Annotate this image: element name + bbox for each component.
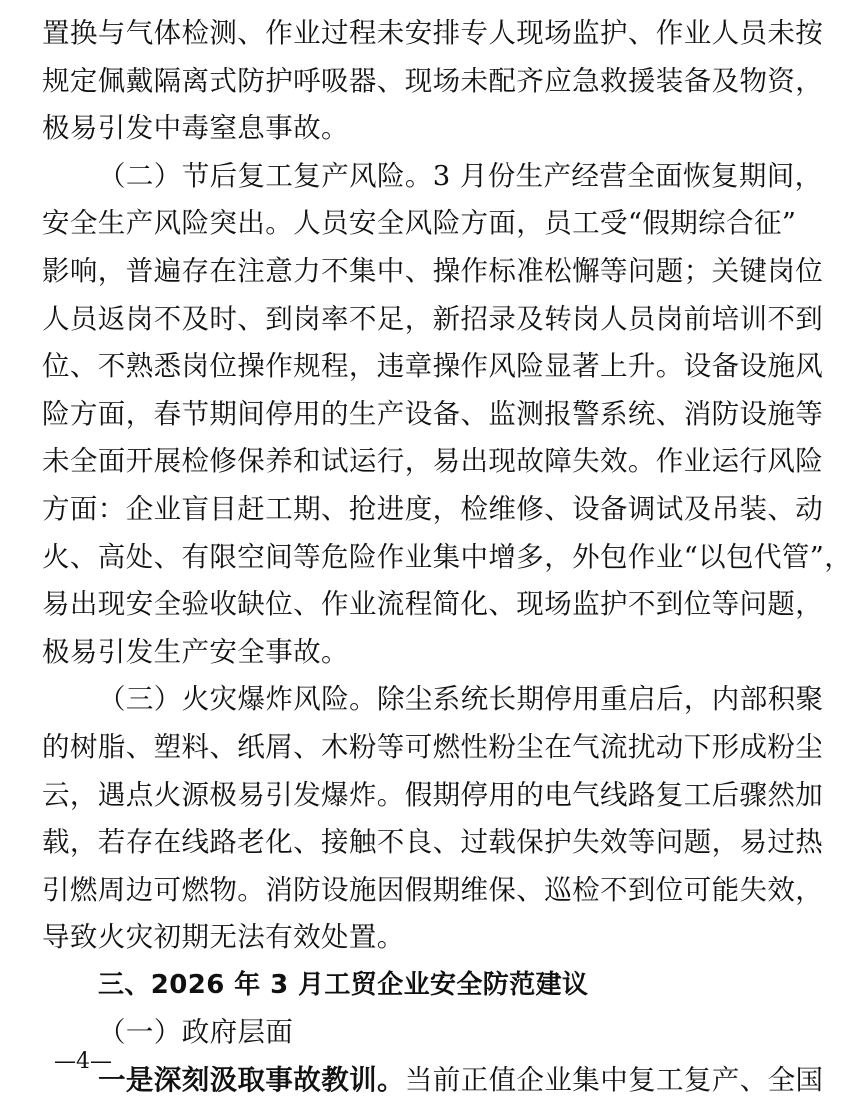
chapter-heading: 三、2026 年 3 月工贸企业安全防范建议 xyxy=(98,969,589,1000)
text-line-bold-lead xyxy=(42,1057,824,1105)
text-line: 极易引发中毒窒息事故。 xyxy=(42,112,349,145)
bold-lead: 一是深刻汲取事故教训。 xyxy=(98,1064,405,1097)
section-heading-two: （二）节后复工复产风险。3 月份生产经营全面恢复期间， xyxy=(98,159,823,192)
text-line: 极易引发生产安全事故。 xyxy=(42,635,349,668)
text-line: 引燃周边可燃物。消防设施因假期维保、巡检不到位可能失效， xyxy=(42,873,824,906)
text-line: 载，若存在线路老化、接触不良、过载保护失效等问题，易过热 xyxy=(42,826,824,859)
section-heading-three: （三）火灾爆炸风险。除尘系统长期停用重启后，内部积聚 xyxy=(98,683,824,716)
text-line: 火、高处、有限空间等危险作业集中增多，外包作业“以包代管”， xyxy=(42,540,852,573)
text-line: 未全面开展检修保养和试运行，易出现故障失效。作业运行风险 xyxy=(42,445,824,478)
document-page xyxy=(42,10,852,1105)
text-line: 置换与气体检测、作业过程未安排专人现场监护、作业人员未按 xyxy=(42,17,824,49)
text-line: 位、不熟悉岗位操作规程，违章操作风险显著上升。设备设施风 xyxy=(42,350,824,383)
page-number: —4— xyxy=(54,1049,112,1074)
text-line: 安全生产风险突出。人员安全风险方面，员工受“假期综合征” xyxy=(42,207,797,240)
subsection-heading: （一）政府层面 xyxy=(98,1016,294,1049)
text-line: 的树脂、塑料、纸屑、木粉等可燃性粉尘在气流扰动下形成粉尘 xyxy=(42,730,824,763)
text-line: 险方面，春节期间停用的生产设备、监测报警系统、消防设施等 xyxy=(42,397,824,430)
text-line: 规定佩戴隔离式防护呼吸器、现场未配齐应急救援装备及物资， xyxy=(42,64,824,97)
text-line: 影响，普遍存在注意力不集中、操作标准松懈等问题；关键岗位 xyxy=(42,254,824,287)
lead-rest: 当前正值企业集中复工复产、全国 xyxy=(404,1064,824,1097)
text-line: 易出现安全验收缺位、作业流程简化、现场监护不到位等问题， xyxy=(42,588,824,621)
text-line: 方面：企业盲目赶工期、抢进度，检维修、设备调试及吊装、动 xyxy=(42,492,824,525)
text-line: 导致火灾初期无法有效处置。 xyxy=(42,921,405,954)
text-line: 云，遇点火源极易引发爆炸。假期停用的电气线路复工后骤然加 xyxy=(42,778,824,811)
text-line: 人员返岗不及时、到岗率不足，新招录及转岗人员岗前培训不到 xyxy=(42,302,824,335)
